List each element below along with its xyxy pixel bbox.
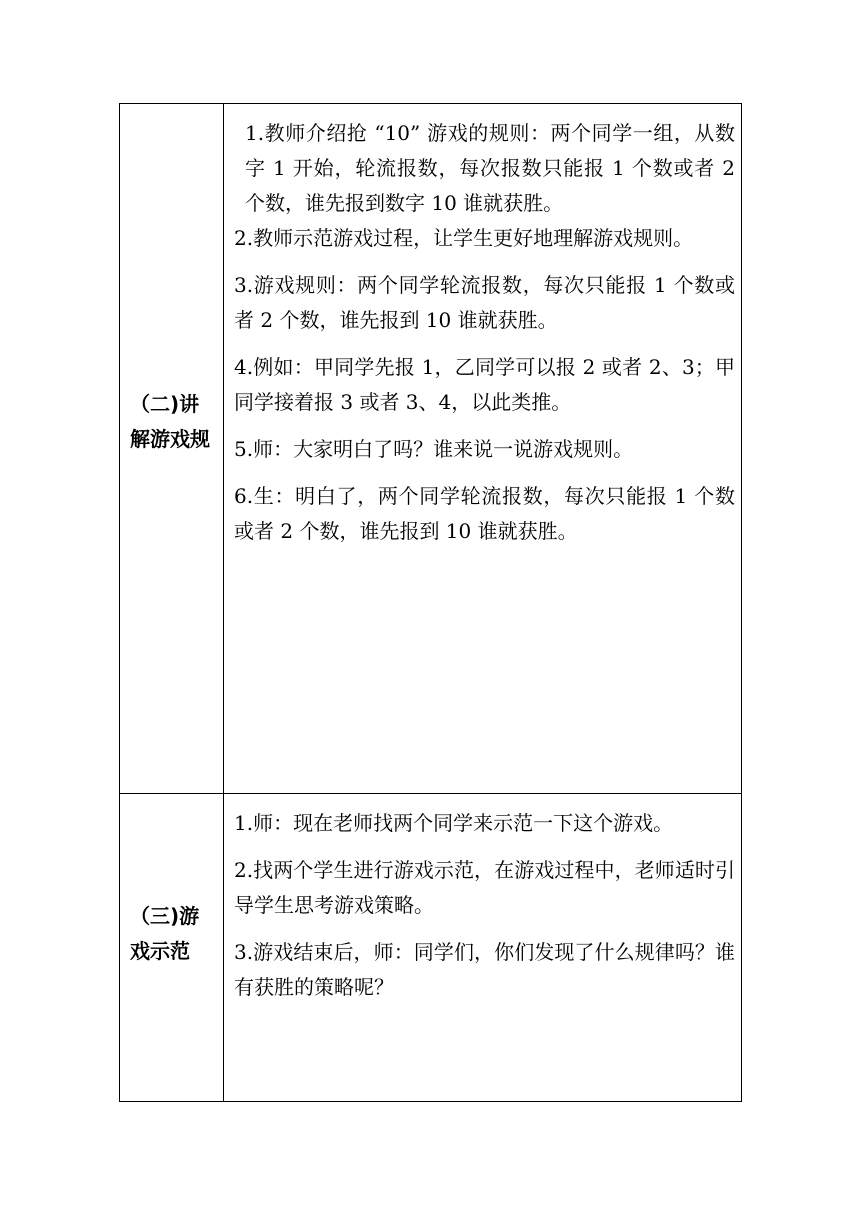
- list-item: 6.生：明白了，两个同学轮流报数，每次只能报 1 个数或者 2 个数，谁先报到 10 谁就获胜。: [234, 484, 735, 543]
- section-label: （三)游戏示范: [130, 904, 200, 963]
- section-label-cell: [120, 794, 224, 1102]
- table-row: [120, 104, 742, 794]
- section-content: [224, 794, 741, 1005]
- section-content: [224, 104, 741, 549]
- section-content-cell: [224, 794, 742, 1102]
- section-label-cell: [120, 104, 224, 794]
- list-item: 3.游戏结束后，师：同学们，你们发现了什么规律吗？谁有获胜的策略呢？: [234, 940, 735, 999]
- list-item: 3.游戏规则：两个同学轮流报数，每次只能报 1 个数或者 2 个数，谁先报到 10 谁就获胜。: [234, 273, 735, 332]
- list-item: 5.师：大家明白了吗？谁来说一说游戏规则。: [234, 437, 634, 461]
- section-content-cell: [224, 104, 742, 794]
- section-label: （二)讲解游戏规: [130, 392, 210, 451]
- list-item: 4.例如：甲同学先报 1，乙同学可以报 2 或者 2、3；甲同学接着报 3 或者 3、4，以此类推。: [234, 355, 735, 414]
- list-item: 2.找两个学生进行游戏示范，在游戏过程中，老师适时引导学生思考游戏策略。: [234, 858, 735, 917]
- list-item: 2.教师示范游戏过程，让学生更好地理解游戏规则。: [234, 226, 694, 250]
- lesson-plan-table: [119, 103, 742, 1102]
- list-item: 1.师：现在老师找两个同学来示范一下这个游戏。: [234, 811, 674, 835]
- list-item: 1.教师介绍抢 “10” 游戏的规则：两个同学一组，从数字 1 开始，轮流报数，每次报数只能报 1 个数或者 2 个数，谁先报到数字 10 谁就获胜。: [245, 121, 735, 215]
- table-row: [120, 794, 742, 1102]
